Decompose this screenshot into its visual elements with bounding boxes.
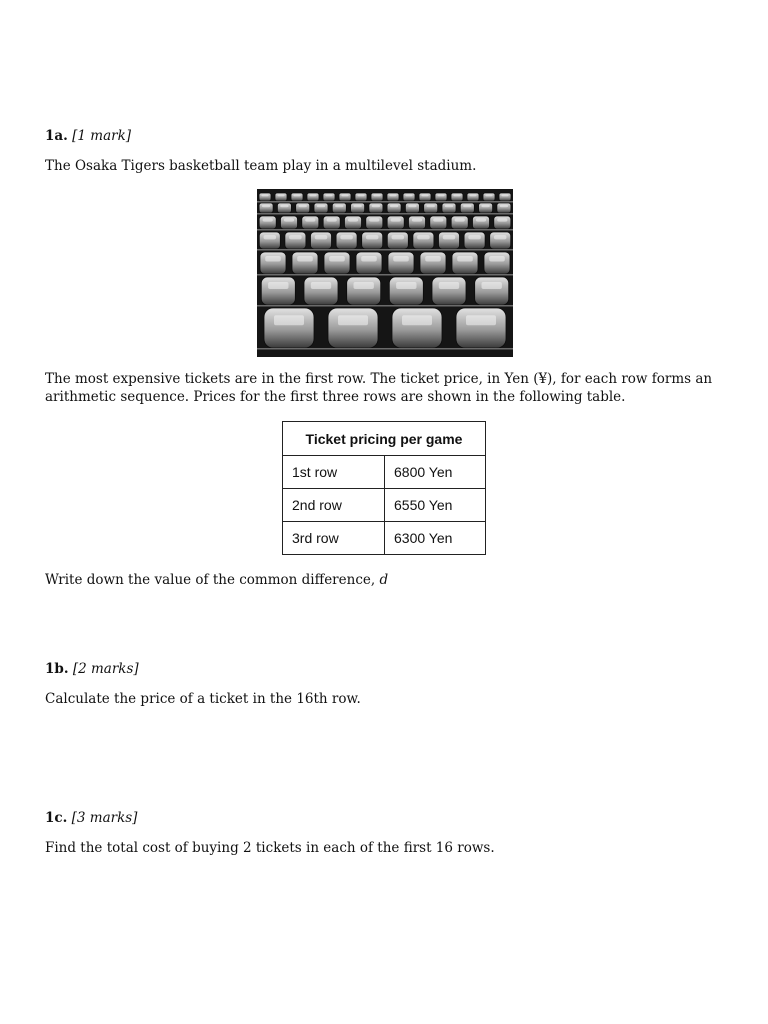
- question-text: Write down the value of the common difference,: [45, 572, 380, 588]
- question-marks: [1 mark]: [72, 128, 132, 144]
- question-1a-prompt: [45, 571, 388, 590]
- variable-d: d: [379, 572, 389, 588]
- table-row: [283, 456, 486, 489]
- question-1a-intro: The Osaka Tigers basketball team play in a multilevel stadium.: [45, 158, 477, 174]
- question-number: 1b.: [45, 661, 69, 677]
- question-1b-prompt: Calculate the price of a ticket in the 16th row.: [45, 691, 361, 707]
- row-label: 3rd row: [283, 522, 385, 555]
- question-1a-header: [45, 127, 131, 146]
- row-label: 2nd row: [283, 489, 385, 522]
- question-1a-paragraph-line1: The most expensive tickets are in the first row. The ticket price, in Yen (¥), for each row forms an: [45, 371, 713, 387]
- table-header: Ticket pricing per game: [283, 422, 486, 456]
- question-number: 1a.: [45, 128, 68, 144]
- question-1c-header: [45, 809, 137, 828]
- stadium-seats-photo: [257, 189, 513, 357]
- row-price: 6800 Yen: [385, 456, 486, 489]
- question-number: 1c.: [45, 810, 68, 826]
- question-marks: [3 marks]: [71, 810, 138, 826]
- table-row: [283, 522, 486, 555]
- row-price: 6300 Yen: [385, 522, 486, 555]
- question-1c-prompt: Find the total cost of buying 2 tickets in each of the first 16 rows.: [45, 840, 495, 856]
- row-price: 6550 Yen: [385, 489, 486, 522]
- question-marks: [2 marks]: [72, 661, 139, 677]
- table-row: [283, 489, 486, 522]
- ticket-pricing-table: [282, 421, 486, 555]
- question-1b-header: [45, 660, 139, 679]
- question-1a-paragraph-line2: arithmetic sequence. Prices for the first three rows are shown in the following table.: [45, 389, 626, 405]
- row-label: 1st row: [283, 456, 385, 489]
